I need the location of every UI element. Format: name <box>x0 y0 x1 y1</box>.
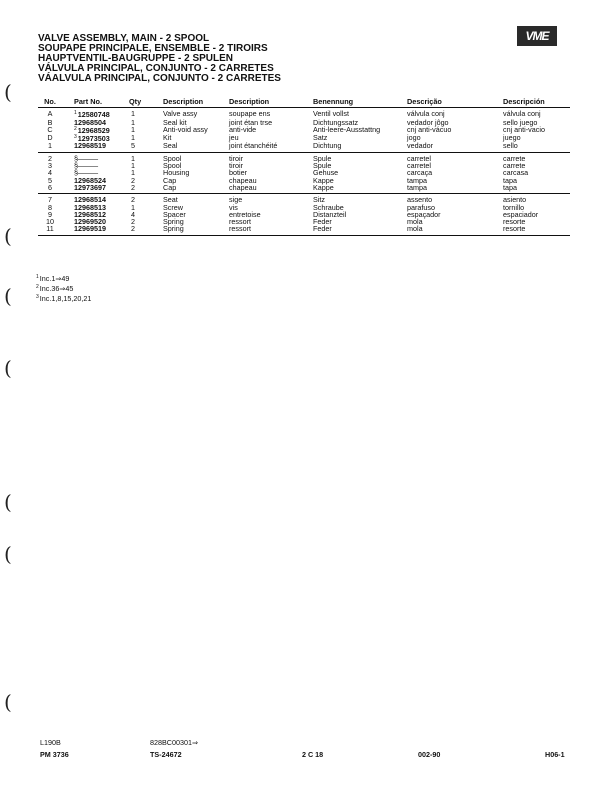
description-en-cell: Housing <box>163 168 190 178</box>
description-fr-cell: ressort <box>229 224 251 234</box>
descricao-pt-cell: vedador <box>407 141 433 151</box>
descricao-pt-cell: jogo <box>407 133 421 143</box>
description-fr-cell: botier <box>229 168 247 178</box>
document-title-block <box>38 34 281 84</box>
title-de: HAUPTVENTIL-BAUGRUPPE - 2 SPULEN <box>38 53 234 64</box>
vme-logo: VME <box>517 26 557 46</box>
descripcion-es-cell: juego <box>503 133 521 143</box>
item-number-cell: 11 <box>46 224 54 234</box>
footnote-mark: 3 <box>36 294 39 300</box>
parts-group-3 <box>38 194 570 235</box>
descripcion-es-cell: carrete <box>503 161 526 171</box>
part-number: 12968513 <box>74 202 106 212</box>
descricao-pt-cell: carretel <box>407 153 431 163</box>
description-en-cell: Cap <box>163 182 177 192</box>
descricao-pt-cell: mola <box>407 224 423 234</box>
description-fr-cell: anti-vide <box>229 124 257 134</box>
quantity-cell: 1 <box>131 168 135 178</box>
item-number-cell: 10 <box>46 217 54 227</box>
table-row <box>38 152 570 162</box>
benennung-de-cell: Feder <box>313 224 332 234</box>
footnotes <box>36 273 91 303</box>
benennung-de-cell: Spule <box>313 161 332 171</box>
benennung-de-cell: Kappe <box>313 175 334 185</box>
binder-hole-mark: ( <box>4 356 12 380</box>
table-row <box>38 169 570 176</box>
footer-pm-number: PM 3736 <box>40 750 69 759</box>
item-number-cell: 7 <box>48 195 52 205</box>
descripcion-es-cell: resorte <box>503 224 526 234</box>
part-number: §——— <box>74 161 98 171</box>
footnote-ref: 1 <box>74 110 77 117</box>
binder-hole-mark: ( <box>4 80 12 104</box>
table-row <box>38 108 570 119</box>
description-en-cell: Spool <box>163 161 182 171</box>
col-header-benennung: Benennung <box>313 98 407 108</box>
benennung-de-cell: Spule <box>313 153 332 163</box>
title-pt: VÁLVULA PRINCIPAL, CONJUNTO - 2 CARRETES <box>38 63 274 74</box>
benennung-de-cell: Schraube <box>313 202 344 212</box>
footnote-mark: 1 <box>36 274 39 280</box>
binder-hole-mark: ( <box>4 542 12 566</box>
parts-table <box>38 98 570 236</box>
table-row <box>38 225 570 235</box>
benennung-de-cell: Feder <box>313 217 332 227</box>
quantity-cell: 5 <box>131 141 135 151</box>
table-row <box>38 194 570 204</box>
descripcion-es-cell: sello <box>503 141 518 151</box>
quantity-cell: 1 <box>131 133 135 143</box>
item-number-cell: 4 <box>48 168 52 178</box>
quantity-cell: 2 <box>131 217 135 227</box>
part-number-cell <box>62 184 129 194</box>
quantity-cell: 1 <box>131 124 135 134</box>
item-number-cell: D <box>47 133 53 143</box>
description-fr-cell: vis <box>229 202 238 212</box>
col-header-part-no: Part No. <box>62 98 129 108</box>
quantity-cell: 2 <box>131 182 135 192</box>
binder-hole-mark: ( <box>4 224 12 248</box>
description-fr-cell: ressort <box>229 217 251 227</box>
part-number: 12968519 <box>74 141 106 151</box>
parts-group-2 <box>38 152 570 193</box>
title-es: VÁALVULA PRINCIPAL, CONJUNTO - 2 CARRETES <box>38 73 281 84</box>
binder-hole-mark: ( <box>4 690 12 714</box>
part-number: 12969519 <box>74 224 106 234</box>
parts-table-header <box>38 98 570 108</box>
description-en-cell: Valve assy <box>163 109 198 119</box>
part-number-cell <box>62 225 129 235</box>
descripcion-es-cell: cnj anti-vacio <box>503 124 545 134</box>
description-fr-cell: chapeau <box>229 175 257 185</box>
descripcion-es-cell: sello juego <box>503 117 538 127</box>
description-en-cell: Anti-void assy <box>163 124 208 134</box>
col-header-description-en: Description <box>163 98 229 108</box>
benennung-de-cell: Dichtungssatz <box>313 117 359 127</box>
quantity-cell: 1 <box>131 109 135 119</box>
part-number: 12973503 <box>77 134 110 144</box>
benennung-de-cell: Kappe <box>313 182 334 192</box>
descricao-pt-cell: vedador jôgo <box>407 117 449 127</box>
table-row <box>38 142 570 152</box>
descricao-pt-cell: espaçador <box>407 209 441 219</box>
table-row <box>38 126 570 134</box>
part-number: 12968504 <box>74 117 106 127</box>
descripcion-es-cell: tapa <box>503 182 517 192</box>
table-row <box>38 119 570 126</box>
part-number: 12973697 <box>74 182 106 192</box>
footnote-ref: 3 <box>74 134 77 141</box>
descricao-pt-cell: válvula conj <box>407 109 445 119</box>
quantity-cell: 1 <box>131 153 135 163</box>
footer-page-number: H06-1 <box>545 750 565 759</box>
footnote <box>36 283 91 293</box>
benennung-de-cell: Satz <box>313 133 328 143</box>
descricao-pt-cell: tampa <box>407 182 427 192</box>
description-fr-cell: entretoise <box>229 209 261 219</box>
item-number-cell: 2 <box>48 153 52 163</box>
quantity-cell: 1 <box>131 161 135 171</box>
part-number: 12969520 <box>74 217 106 227</box>
binder-hole-mark: ( <box>4 490 12 514</box>
item-number-cell: B <box>47 117 53 127</box>
descripcion-es-cell: espaciador <box>503 209 539 219</box>
col-header-no: No. <box>38 98 62 108</box>
part-number: 12580748 <box>77 110 110 120</box>
benennung-de-cell: Distanzteil <box>313 209 347 219</box>
description-fr-cell: tiroir <box>229 161 243 171</box>
descripcion-es-cell: asiento <box>503 195 527 205</box>
part-number-cell <box>62 126 129 134</box>
quantity-cell: 4 <box>131 209 135 219</box>
item-number-cell: 1 <box>48 141 52 151</box>
part-number: 12968514 <box>74 195 106 205</box>
part-number-cell <box>62 142 129 152</box>
footer-reference: 828BC00301⇒ <box>150 738 198 747</box>
footnote-text: Inc.1⇒49 <box>39 274 70 283</box>
table-row <box>38 211 570 218</box>
part-number: 12968524 <box>74 175 106 185</box>
description-fr-cell: jeu <box>229 133 239 143</box>
descricao-pt-cell: tampa <box>407 175 427 185</box>
benennung-de-cell: Gehuse <box>313 168 339 178</box>
benennung-de-cell: Sitz <box>313 195 325 205</box>
descricao-pt-cell: carretel <box>407 161 431 171</box>
benennung-de-cell: Ventil vollst <box>313 109 349 119</box>
footer-code: L190B <box>40 738 61 747</box>
col-header-qty: Qty <box>129 98 163 108</box>
item-number-cell: 5 <box>48 175 52 185</box>
page-footer <box>40 738 580 760</box>
descricao-pt-cell: mola <box>407 217 423 227</box>
part-number: 12968529 <box>77 125 110 135</box>
footnote-text: Inc.1,8,15,20,21 <box>39 294 92 303</box>
table-row <box>38 218 570 225</box>
description-fr-cell: tiroir <box>229 153 243 163</box>
binder-hole-mark: ( <box>4 284 12 308</box>
footnote <box>36 273 91 283</box>
table-row <box>38 134 570 142</box>
description-en-cell: Seat <box>163 195 178 205</box>
benennung-de-cell: Anti-leere-Ausstattng <box>313 124 381 134</box>
part-number: 12968512 <box>74 209 106 219</box>
description-en-cell: Seal <box>163 141 178 151</box>
item-number-cell: 9 <box>48 209 52 219</box>
descripcion-es-cell: resorte <box>503 217 526 227</box>
description-fr-cell: joint étan trse <box>229 117 273 127</box>
footer-section: 2 C 18 <box>302 750 324 759</box>
description-fr-cell: joint étanchéité <box>229 141 278 151</box>
footnote-mark: 2 <box>36 284 39 290</box>
benennung-de-cell: Dichtung <box>313 141 342 151</box>
table-row <box>38 204 570 211</box>
description-en-cell: Spring <box>163 224 184 234</box>
part-number: §——— <box>74 168 98 178</box>
description-en-cell: Kit <box>163 133 172 143</box>
part-number-cell <box>62 119 129 126</box>
quantity-cell: 1 <box>131 202 135 212</box>
col-header-description-fr: Description <box>229 98 313 108</box>
descricao-pt-cell: carcaça <box>407 168 433 178</box>
description-en-cell: Cap <box>163 175 177 185</box>
table-row <box>38 162 570 169</box>
table-row <box>38 177 570 184</box>
footnote-text: Inc.36⇒45 <box>39 284 74 293</box>
descricao-pt-cell: parafuso <box>407 202 435 212</box>
parts-group-1 <box>38 108 570 152</box>
col-header-descricao: Descrição <box>407 98 503 108</box>
item-number-cell: 8 <box>48 202 52 212</box>
quantity-cell: 2 <box>131 175 135 185</box>
item-number-cell: A <box>47 109 53 119</box>
item-number-cell: 3 <box>48 161 52 171</box>
footnote-ref: 2 <box>74 125 77 132</box>
description-fr-cell: sige <box>229 195 243 205</box>
description-en-cell: Seal kit <box>163 117 187 127</box>
description-en-cell: Screw <box>163 202 183 212</box>
descricao-pt-cell: assento <box>407 195 433 205</box>
description-fr-cell: chapeau <box>229 182 257 192</box>
item-number-cell: C <box>47 124 53 134</box>
description-en-cell: Spool <box>163 153 182 163</box>
descripcion-es-cell: carrete <box>503 153 526 163</box>
quantity-cell: 1 <box>131 117 135 127</box>
quantity-cell: 2 <box>131 224 135 234</box>
footer-date: 002-90 <box>418 750 441 759</box>
descricao-pt-cell: cnj anti-vácuo <box>407 124 452 134</box>
part-number: §——— <box>74 153 98 163</box>
title-fr: SOUPAPE PRINCIPALE, ENSEMBLE - 2 TIROIRS <box>38 43 268 54</box>
item-number-cell: 6 <box>48 182 52 192</box>
description-en-cell: Spacer <box>163 209 186 219</box>
descripcion-es-cell: válvula conj <box>503 109 541 119</box>
footer-ts-number: TS-24672 <box>150 750 182 759</box>
description-fr-cell: soupape ens <box>229 109 271 119</box>
footnote <box>36 293 91 303</box>
quantity-cell: 2 <box>131 195 135 205</box>
title-en: VALVE ASSEMBLY, MAIN - 2 SPOOL <box>38 33 210 44</box>
descripcion-es-cell: tapa <box>503 175 517 185</box>
table-row <box>38 184 570 194</box>
description-en-cell: Spring <box>163 217 184 227</box>
col-header-descripcion: Descripción <box>503 98 570 108</box>
descripcion-es-cell: carcasa <box>503 168 529 178</box>
descripcion-es-cell: tornillo <box>503 202 525 212</box>
